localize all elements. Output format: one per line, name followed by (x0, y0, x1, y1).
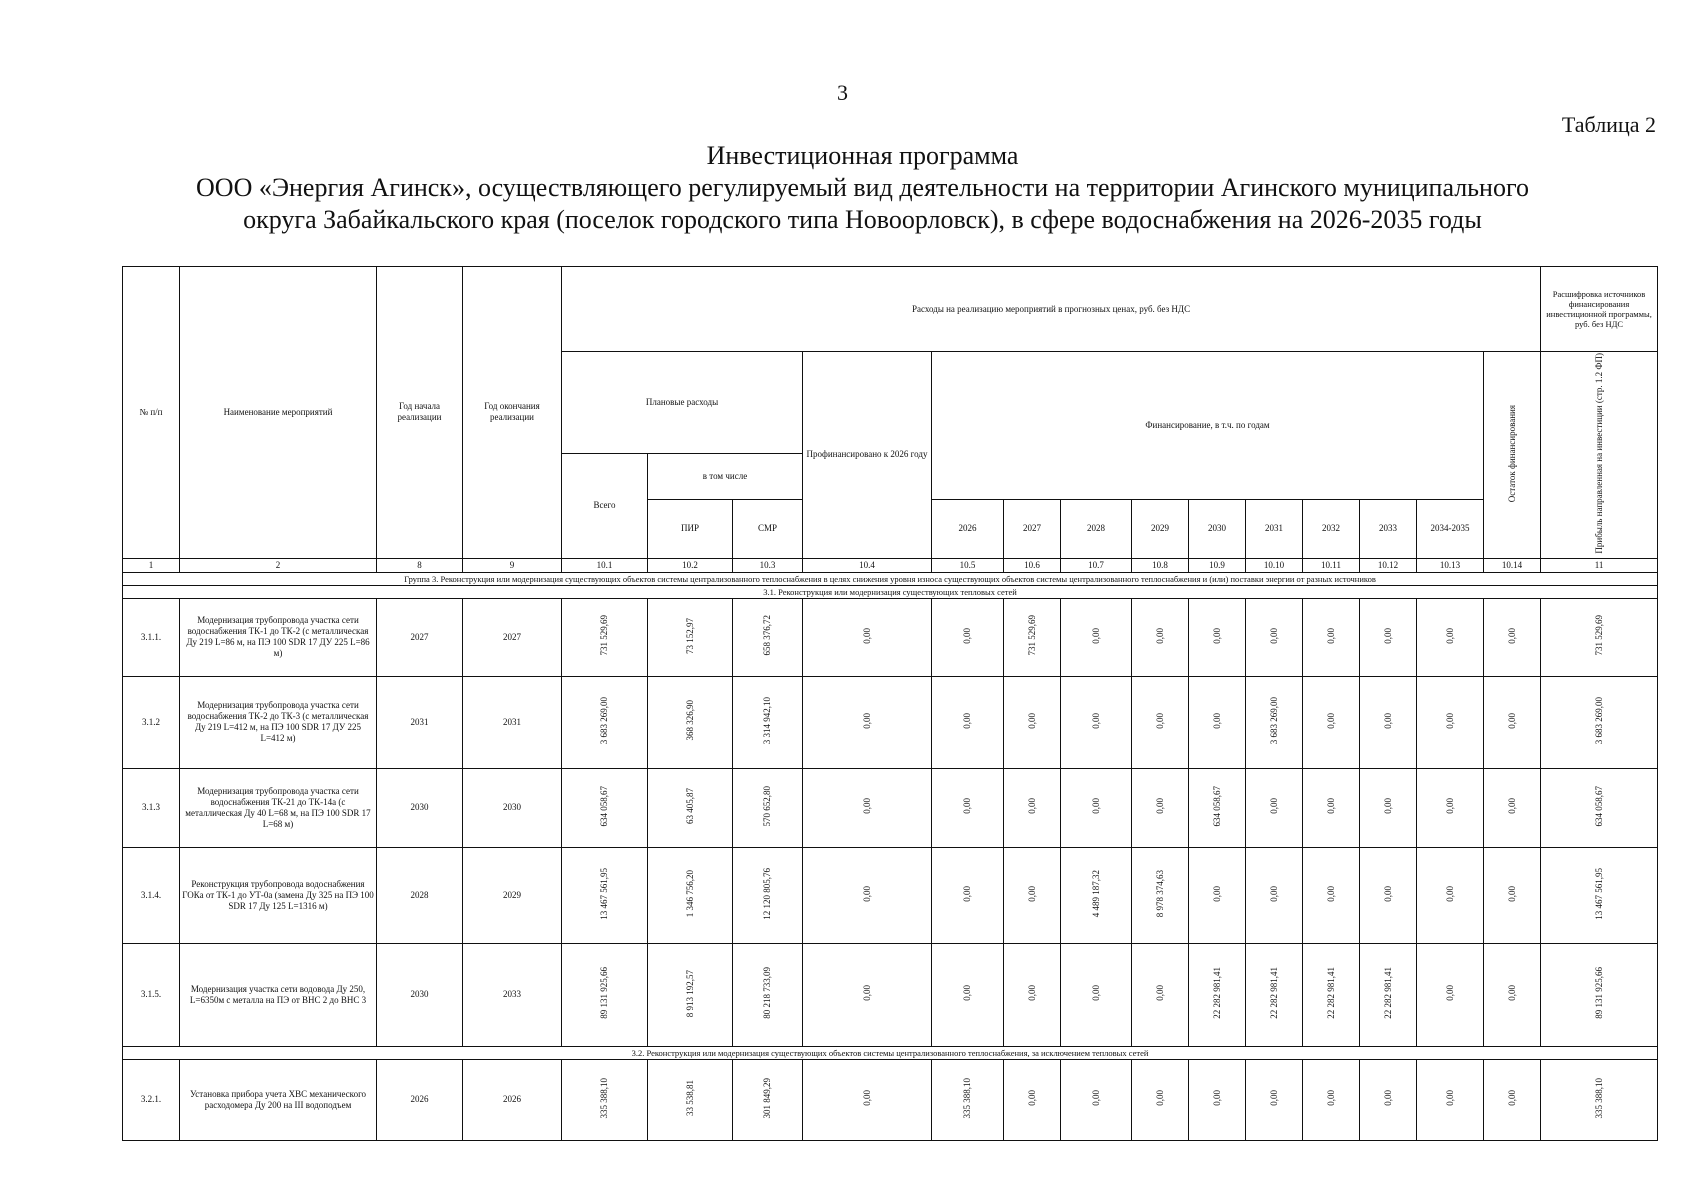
row-number: 3.1.1. (123, 598, 180, 676)
group-3-heading: Группа 3. Реконструкция или модернизация существующих объектов системы централизованного теплоснабжения в целях снижения уровня износа существующих объектов системы централизованного теплоснабжения и (или) поставки энергии от разных источников (123, 572, 1658, 585)
row-value-y2031: 0,00 (1246, 598, 1303, 676)
row-value-profit: 3 683 269,00 (1541, 676, 1658, 768)
header-total: Всего (562, 454, 648, 559)
row-value-pir: 73 152,97 (648, 598, 733, 676)
row-value-y2029: 0,00 (1132, 598, 1189, 676)
row-value-y2033: 0,00 (1360, 847, 1417, 943)
row-value-y2034: 0,00 (1417, 598, 1484, 676)
subgroup-3-1-heading: 3.1. Реконструкция или модернизация существующих тепловых сетей (123, 585, 1658, 598)
row-value-y2031: 0,00 (1246, 768, 1303, 847)
row-value-y2027: 0,00 (1004, 1059, 1061, 1140)
row-value-rem: 0,00 (1484, 847, 1541, 943)
table-label: Таблица 2 (1561, 112, 1656, 137)
row-end-year: 2030 (463, 768, 562, 847)
row-value-y2034: 0,00 (1417, 768, 1484, 847)
col-number: 10.1 (562, 558, 648, 572)
row-end-year: 2033 (463, 943, 562, 1046)
row-value-y2030: 634 058,67 (1189, 768, 1246, 847)
row-name: Установка прибора учета ХВС механического расходомера Ду 200 на III водоподъем (180, 1059, 377, 1140)
subgroup-3-2-heading: 3.2. Реконструкция или модернизация существующих объектов системы централизованного теплоснабжения, за исключением тепловых сетей (123, 1046, 1658, 1059)
row-value-smr: 12 120 805,76 (733, 847, 803, 943)
col-number: 10.6 (1004, 558, 1061, 572)
row-value-y2026: 0,00 (932, 598, 1004, 676)
col-number: 10.14 (1484, 558, 1541, 572)
row-start-year: 2026 (377, 1059, 463, 1140)
row-value-y2032: 22 282 981,41 (1303, 943, 1360, 1046)
row-value-fin: 0,00 (803, 768, 932, 847)
header-start-year: Год начала реализации (377, 267, 463, 559)
table-row (123, 1059, 1658, 1140)
row-value-rem: 0,00 (1484, 1059, 1541, 1140)
header-year-2028: 2028 (1061, 500, 1132, 558)
row-end-year: 2027 (463, 598, 562, 676)
row-value-fin: 0,00 (803, 1059, 932, 1140)
header-name: Наименование мероприятий (180, 267, 377, 559)
row-name: Модернизация участка сети водовода Ду 250, L=6350м с металла на ПЭ от ВНС 2 до ВНС 3 (180, 943, 377, 1046)
col-number: 10.12 (1360, 558, 1417, 572)
col-number: 10.3 (733, 558, 803, 572)
header-num: № п/п (123, 267, 180, 559)
col-number: 10.4 (803, 558, 932, 572)
row-value-profit: 13 467 561,95 (1541, 847, 1658, 943)
header-remainder: Остаток финансирования (1484, 352, 1541, 559)
header-year-2034-2035: 2034-2035 (1417, 500, 1484, 558)
row-value-y2032: 0,00 (1303, 598, 1360, 676)
row-value-profit: 89 131 925,66 (1541, 943, 1658, 1046)
row-value-profit: 335 388,10 (1541, 1059, 1658, 1140)
row-value-profit: 634 058,67 (1541, 768, 1658, 847)
col-number: 2 (180, 558, 377, 572)
header-smr: СМР (733, 500, 803, 558)
table-row (123, 847, 1658, 943)
col-number: 10.8 (1132, 558, 1189, 572)
row-value-y2031: 0,00 (1246, 847, 1303, 943)
row-value-smr: 658 376,72 (733, 598, 803, 676)
document-subtitle-line1: ООО «Энергия Агинск», осуществляющего регулируемый вид деятельности на территории Агинского муниципального (196, 173, 1529, 202)
row-value-rem: 0,00 (1484, 598, 1541, 676)
row-end-year: 2026 (463, 1059, 562, 1140)
row-value-y2032: 0,00 (1303, 847, 1360, 943)
row-value-y2029: 0,00 (1132, 768, 1189, 847)
row-value-y2028: 0,00 (1061, 598, 1132, 676)
col-number: 10.13 (1417, 558, 1484, 572)
row-start-year: 2030 (377, 943, 463, 1046)
row-value-pir: 33 538,81 (648, 1059, 733, 1140)
header-year-2033: 2033 (1360, 500, 1417, 558)
row-value-y2033: 0,00 (1360, 1059, 1417, 1140)
row-value-y2026: 0,00 (932, 943, 1004, 1046)
header-year-2029: 2029 (1132, 500, 1189, 558)
row-value-rem: 0,00 (1484, 943, 1541, 1046)
table-row (123, 943, 1658, 1046)
row-value-y2030: 0,00 (1189, 1059, 1246, 1140)
row-number: 3.2.1. (123, 1059, 180, 1140)
row-start-year: 2031 (377, 676, 463, 768)
subgroup-row (123, 1046, 1658, 1059)
row-value-y2034: 0,00 (1417, 847, 1484, 943)
row-number: 3.1.4. (123, 847, 180, 943)
row-start-year: 2030 (377, 768, 463, 847)
header-end-year: Год окончания реализации (463, 267, 562, 559)
row-value-y2029: 0,00 (1132, 676, 1189, 768)
row-value-rem: 0,00 (1484, 768, 1541, 847)
row-value-smr: 570 652,80 (733, 768, 803, 847)
col-number: 10.5 (932, 558, 1004, 572)
row-number: 3.1.5. (123, 943, 180, 1046)
row-value-pir: 1 346 756,20 (648, 847, 733, 943)
row-value-y2027: 0,00 (1004, 847, 1061, 943)
row-start-year: 2027 (377, 598, 463, 676)
row-value-y2033: 0,00 (1360, 768, 1417, 847)
investment-program-table (122, 266, 1658, 1141)
row-value-y2027: 0,00 (1004, 768, 1061, 847)
col-number: 10.11 (1303, 558, 1360, 572)
row-value-y2030: 0,00 (1189, 847, 1246, 943)
row-value-y2033: 0,00 (1360, 676, 1417, 768)
header-year-2032: 2032 (1303, 500, 1360, 558)
header-pir: ПИР (648, 500, 733, 558)
row-name: Модернизация трубопровода участка сети водоснабжения ТК-21 до ТК-14а (с металлическая Ду 40 L=68 м, на ПЭ 100 SDR 17 L=68 м) (180, 768, 377, 847)
row-value-y2034: 0,00 (1417, 943, 1484, 1046)
row-value-pir: 368 326,90 (648, 676, 733, 768)
row-value-y2032: 0,00 (1303, 768, 1360, 847)
row-value-fin: 0,00 (803, 847, 932, 943)
row-name: Модернизация трубопровода участка сети водоснабжения ТК-1 до ТК-2 (с металлическая Ду 219 L=86 м, на ПЭ 100 SDR 17 ДУ 225 L=86 м) (180, 598, 377, 676)
row-value-y2032: 0,00 (1303, 676, 1360, 768)
row-end-year: 2029 (463, 847, 562, 943)
row-value-total: 335 388,10 (562, 1059, 648, 1140)
row-name: Реконструкция трубопровода водоснабжения ГОКа от ТК-1 до УТ-0а (замена Ду 325 на ПЭ 100 SDR 17 Ду 125 L=1316 м) (180, 847, 377, 943)
table-row (123, 676, 1658, 768)
header-incl: в том числе (648, 454, 803, 500)
header-financed-2026: Профинансировано к 2026 году (803, 352, 932, 559)
row-value-rem: 0,00 (1484, 676, 1541, 768)
row-value-y2030: 0,00 (1189, 676, 1246, 768)
page-number: 3 (837, 80, 848, 105)
row-name: Модернизация трубопровода участка сети водоснабжения ТК-2 до ТК-3 (с металлическая Ду 219 L=412 м, на ПЭ 100 SDR 17 ДУ 225 L=412 м) (180, 676, 377, 768)
row-value-total: 13 467 561,95 (562, 847, 648, 943)
row-value-y2026: 0,00 (932, 768, 1004, 847)
row-value-y2027: 0,00 (1004, 676, 1061, 768)
col-number: 10.7 (1061, 558, 1132, 572)
row-value-y2026: 0,00 (932, 676, 1004, 768)
row-value-y2028: 0,00 (1061, 943, 1132, 1046)
document-subtitle-line2: округа Забайкальского края (поселок городского типа Новоорловск), в сфере водоснабжения на 2026-2035 годы (243, 205, 1482, 234)
row-value-y2029: 0,00 (1132, 1059, 1189, 1140)
col-number: 11 (1541, 558, 1658, 572)
row-value-pir: 8 913 192,57 (648, 943, 733, 1046)
row-value-y2031: 0,00 (1246, 1059, 1303, 1140)
row-value-y2034: 0,00 (1417, 1059, 1484, 1140)
header-year-2030: 2030 (1189, 500, 1246, 558)
table-row (123, 598, 1658, 676)
row-value-profit: 731 529,69 (1541, 598, 1658, 676)
row-value-y2028: 0,00 (1061, 768, 1132, 847)
group-row (123, 572, 1658, 585)
column-numbers-row (123, 558, 1658, 572)
header-year-2031: 2031 (1246, 500, 1303, 558)
header-profit: Прибыль направленная на инвестиции (стр. 1.2 ФП) (1541, 352, 1658, 559)
row-value-y2028: 0,00 (1061, 676, 1132, 768)
table-row (123, 768, 1658, 847)
row-value-smr: 301 849,29 (733, 1059, 803, 1140)
row-value-total: 3 683 269,00 (562, 676, 648, 768)
header-planned: Плановые расходы (562, 352, 803, 454)
row-end-year: 2031 (463, 676, 562, 768)
col-number: 9 (463, 558, 562, 572)
row-value-y2031: 3 683 269,00 (1246, 676, 1303, 768)
row-value-fin: 0,00 (803, 943, 932, 1046)
row-value-y2029: 0,00 (1132, 943, 1189, 1046)
document-title: Инвестиционная программа (706, 141, 1019, 170)
row-value-y2026: 335 388,10 (932, 1059, 1004, 1140)
row-value-y2033: 22 282 981,41 (1360, 943, 1417, 1046)
row-value-smr: 3 314 942,10 (733, 676, 803, 768)
row-value-pir: 63 405,87 (648, 768, 733, 847)
header-financing-by-years: Финансирование, в т.ч. по годам (932, 352, 1484, 500)
row-value-y2030: 22 282 981,41 (1189, 943, 1246, 1046)
col-number: 8 (377, 558, 463, 572)
row-value-y2031: 22 282 981,41 (1246, 943, 1303, 1046)
header-year-2027: 2027 (1004, 500, 1061, 558)
row-value-y2027: 0,00 (1004, 943, 1061, 1046)
col-number: 1 (123, 558, 180, 572)
row-start-year: 2028 (377, 847, 463, 943)
row-value-smr: 80 218 733,09 (733, 943, 803, 1046)
header-year-2026: 2026 (932, 500, 1004, 558)
row-value-y2026: 0,00 (932, 847, 1004, 943)
row-value-fin: 0,00 (803, 598, 932, 676)
row-value-y2028: 0,00 (1061, 1059, 1132, 1140)
row-value-y2028: 4 489 187,32 (1061, 847, 1132, 943)
row-value-y2029: 8 978 374,63 (1132, 847, 1189, 943)
row-value-y2032: 0,00 (1303, 1059, 1360, 1140)
row-value-total: 634 058,67 (562, 768, 648, 847)
row-value-y2027: 731 529,69 (1004, 598, 1061, 676)
col-number: 10.9 (1189, 558, 1246, 572)
row-number: 3.1.2 (123, 676, 180, 768)
col-number: 10.2 (648, 558, 733, 572)
row-value-y2034: 0,00 (1417, 676, 1484, 768)
row-value-y2030: 0,00 (1189, 598, 1246, 676)
col-number: 10.10 (1246, 558, 1303, 572)
row-value-total: 731 529,69 (562, 598, 648, 676)
row-value-fin: 0,00 (803, 676, 932, 768)
header-decoding: Расшифровка источников финансирования инвестиционной программы, руб. без НДС (1541, 267, 1658, 352)
subgroup-row (123, 585, 1658, 598)
header-row-1 (123, 267, 1658, 352)
row-number: 3.1.3 (123, 768, 180, 847)
row-value-total: 89 131 925,66 (562, 943, 648, 1046)
row-value-y2033: 0,00 (1360, 598, 1417, 676)
header-expenses: Расходы на реализацию мероприятий в прогнозных ценах, руб. без НДС (562, 267, 1541, 352)
